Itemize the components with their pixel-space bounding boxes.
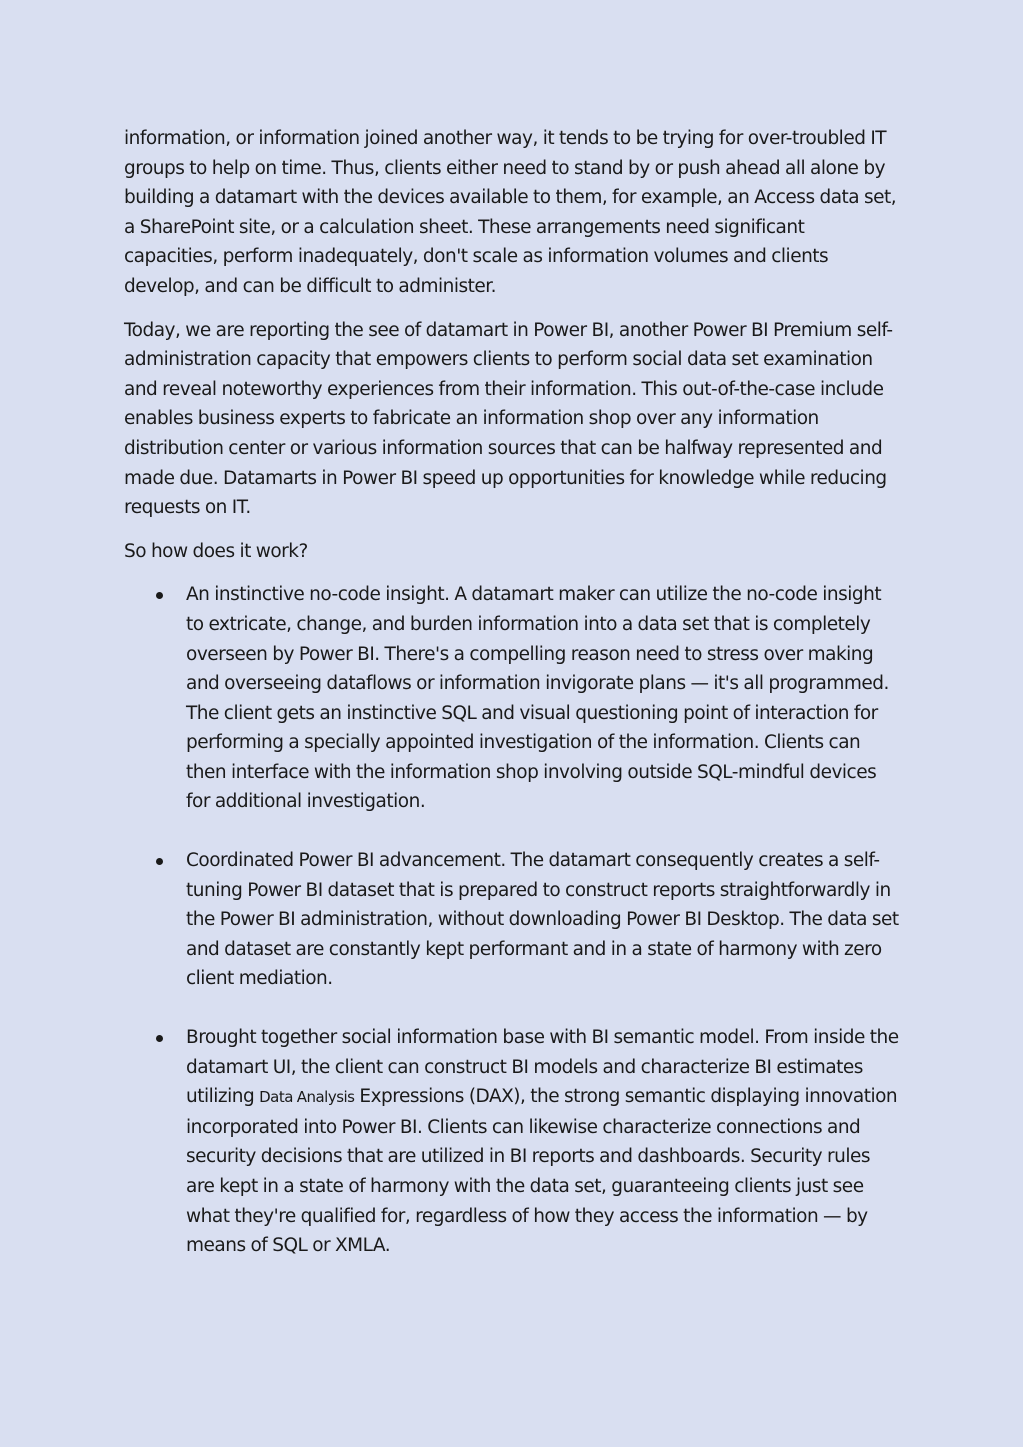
bullet-icon [156, 592, 163, 599]
list-item [124, 580, 899, 817]
paragraph-datamart-announcement: Today, we are reporting the see of datamart in Power BI, another Power BI Premium self-administration capacity that empowers clients to perform social data set examination and reveal noteworthy experiences from their information. This out-of-the-case include enables business experts to fabricate an information shop over any information distribution center or various information sources that can be halfway represented and made due. Datamarts in Power BI speed up opportunities for knowledge while reducing requests on IT. [124, 319, 893, 519]
bullet-icon [156, 858, 163, 865]
bullet-text-power-bi: Coordinated Power BI advancement. The datamart consequently creates a self-tuning Power BI dataset that is prepared to construct reports straightforwardly in the Power BI administration, without downloading Power BI Desktop. The data set and dataset are constantly kept performant and in a state of harmony with zero client mediation. [186, 850, 899, 990]
bullet-icon [156, 1035, 163, 1042]
paragraph-how-it-works: So how does it work? [124, 540, 308, 562]
bullet-text-part: Brought together social information base with BI semantic model. From inside the datamart UI, the client can construct BI models and characterize BI estimates utilizing [186, 1027, 899, 1108]
bullet-text-small-run: Data Analysis [259, 1088, 355, 1107]
list-item [124, 846, 899, 994]
list-item [124, 1023, 899, 1261]
bullet-text-semantic-model [186, 1023, 899, 1261]
feature-bullet-list [124, 580, 899, 1260]
paragraph-intro: information, or information joined another way, it tends to be trying for over-troubled IT groups to help on time. Thus, clients either need to stand by or push ahead all alone by building a datamart with the devices available to them, for example, an Access data set, a SharePoint site, or a calculation sheet. These arrangements need significant capacities, perform inadequately, don't scale as information volumes and clients develop, and can be difficult to administer. [124, 128, 897, 297]
bullet-text-no-code: An instinctive no-code insight. A datamart maker can utilize the no-code insight to extricate, change, and burden information into a data set that is completely overseen by Power BI. There's a compelling reason need to stress over making and overseeing dataflows or information invigorate plans — it's all programmed. The client gets an instinctive SQL and visual questioning point of interaction for performing a specially appointed investigation of the information. Clients can then interface with the information shop involving outside SQL-mindful devices for additional investigation. [186, 584, 889, 813]
bullet-text-part: Expressions (DAX), the strong semantic displaying innovation incorporated into Power BI. Clients can likewise characterize connections and security decisions that are utilized in BI reports and dashboards. Security rules are kept in a state of harmony with the data set, guaranteeing clients just see what they're qualified for, regardless of how they access the information — by means of SQL or XMLA. [186, 1086, 898, 1257]
